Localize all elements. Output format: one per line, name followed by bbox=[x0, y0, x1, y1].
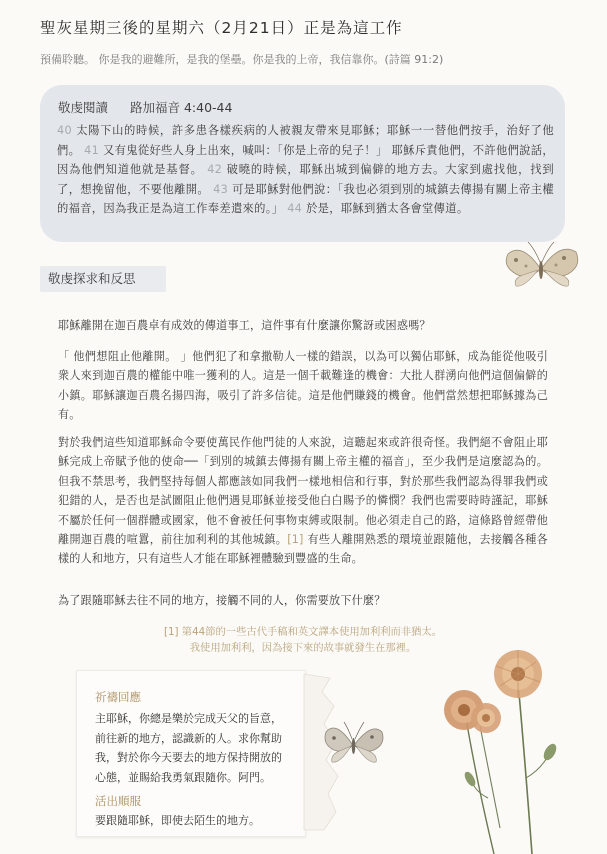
reflection-question: 耶穌離開在迦百農卓有成效的傳道事工，這件事有什麼讓你驚訝或困惑嗎？ bbox=[58, 319, 431, 332]
scripture-reading-panel bbox=[40, 85, 565, 242]
reading-text bbox=[57, 121, 554, 219]
reading-heading bbox=[58, 98, 232, 116]
prayer-line: 心態，並賜給我勇氣跟隨你。阿門。 bbox=[95, 770, 271, 784]
verse-text: 於是，耶穌到猶太各會堂傳道。 bbox=[302, 202, 469, 216]
verse-text: 又有鬼從好些人身上出來，喊叫：「你是上帝的兒子！」 耶穌斥責他們，不許他們說話，因為他們知道他就是基督。 bbox=[57, 143, 554, 177]
page-title: 聖灰星期三後的星期六（2月21日）正是為這工作 bbox=[40, 19, 403, 37]
verse-number: 40 bbox=[57, 124, 72, 137]
footnote-line: [1] 第44節的一些古代手稿和英文譯本使用加利利而非猶太。 bbox=[163, 626, 443, 638]
prayer-text bbox=[95, 709, 295, 787]
verse-text: 破曉的時候，耶穌出城到偏僻的地方去。大家到處找他，找到了，想挽留他，不要他離開。 bbox=[57, 163, 554, 196]
prayer-card bbox=[76, 670, 306, 837]
prayer-line: 前往新的地方，認識新的人。求你幫助 bbox=[95, 731, 282, 745]
reading-label: 敬虔閱讀 bbox=[58, 100, 109, 115]
reflection-paragraph: 「 他們想阻止他離開。 」他們犯了和拿撒勒人一樣的錯誤，以為可以獨佔耶穌，成為能從他吸引衆人來到迦百農的權能中唯一獲利的人。這是一個千載難逢的機會：大批人群湧向他們這個偏僻的小鎮。耶穌讓迦百農名揚四海，吸引了許多信徒。這是他們賺錢的機會。他們當然想把耶穌據為己有。 bbox=[58, 350, 548, 422]
reading-reference: 路加福音 4:40-44 bbox=[129, 100, 233, 115]
reflection-question: 為了跟隨耶穌去往不同的地方，接觸不同的人，你需要放下什麼？ bbox=[58, 594, 386, 607]
moth-illustration bbox=[322, 718, 386, 770]
verse-number: 43 bbox=[213, 182, 229, 196]
verse-number: 42 bbox=[207, 163, 223, 177]
prayer-line: 我，對於你今天要去的地方保持開放的 bbox=[95, 751, 282, 765]
verse-text: 可是耶穌對他們說：「我也必須到別的城鎮去傳揚有關上帝主權的福音，因為我正是為這工作奉差遣來的。」 bbox=[57, 182, 554, 216]
moth-illustration bbox=[502, 238, 582, 296]
paragraph-text: 有些人離開熟悉的環境並跟隨他，去接觸各種各樣的人和地方，只有這些人才能在耶穌裡體驗到豐盛的生命。 bbox=[58, 533, 548, 566]
verse-number: 44 bbox=[287, 202, 303, 216]
action-text: 要跟隨耶穌，即使去陌生的地方。 bbox=[95, 814, 260, 827]
action-heading: 活出順服 bbox=[95, 794, 141, 808]
prayer-heading: 祈禱回應 bbox=[95, 690, 141, 704]
prayer-line: 主耶穌，你總是樂於完成天父的旨意， bbox=[95, 712, 282, 725]
reflection-paragraph bbox=[58, 433, 548, 569]
page-subtitle: 預備聆聽。 你是我的避難所，是我的堡壘。你是我的上帝，我信靠你。(詩篇 91:2) bbox=[40, 53, 444, 66]
footnote-line: 我使用加利利，因為接下來的故事就發生在那裡。 bbox=[189, 642, 417, 654]
footnote-reference: [1] bbox=[287, 533, 304, 547]
verse-number: 41 bbox=[84, 143, 100, 157]
dried-flowers-illustration bbox=[420, 648, 570, 854]
paragraph-text: 對於我們這些知道耶穌命令要使萬民作他門徒的人來說，這聽起來或許很奇怪。我們絕不會阻止耶穌完成上帝賦予他的使命──「到別的城鎮去傳揚有關上帝主權的福音」，至少我們是這麼認為的。但我不禁思考，我們堅持每個人都應該如同我們一樣地相信和行事，對於那些我們認為得罪我們或犯錯的人，是否也是試圖阻止他們遇見耶穌並接受他白白賜予的憐憫？我們也需要時時謹記，耶穌不屬於任何一個群體或國家，他不會被任何事物束縛或限制。他必須走自己的路，這條路曾經帶他離開迦百農的喧囂，前往加利利的其他城鎮。 bbox=[58, 436, 548, 547]
section-heading: 敬虔探求和反思 bbox=[40, 266, 166, 292]
verse-text: 太陽下山的時候，許多患各樣疾病的人被親友帶來見耶穌；耶穌一一替他們按手，治好了他們。 bbox=[57, 124, 554, 157]
